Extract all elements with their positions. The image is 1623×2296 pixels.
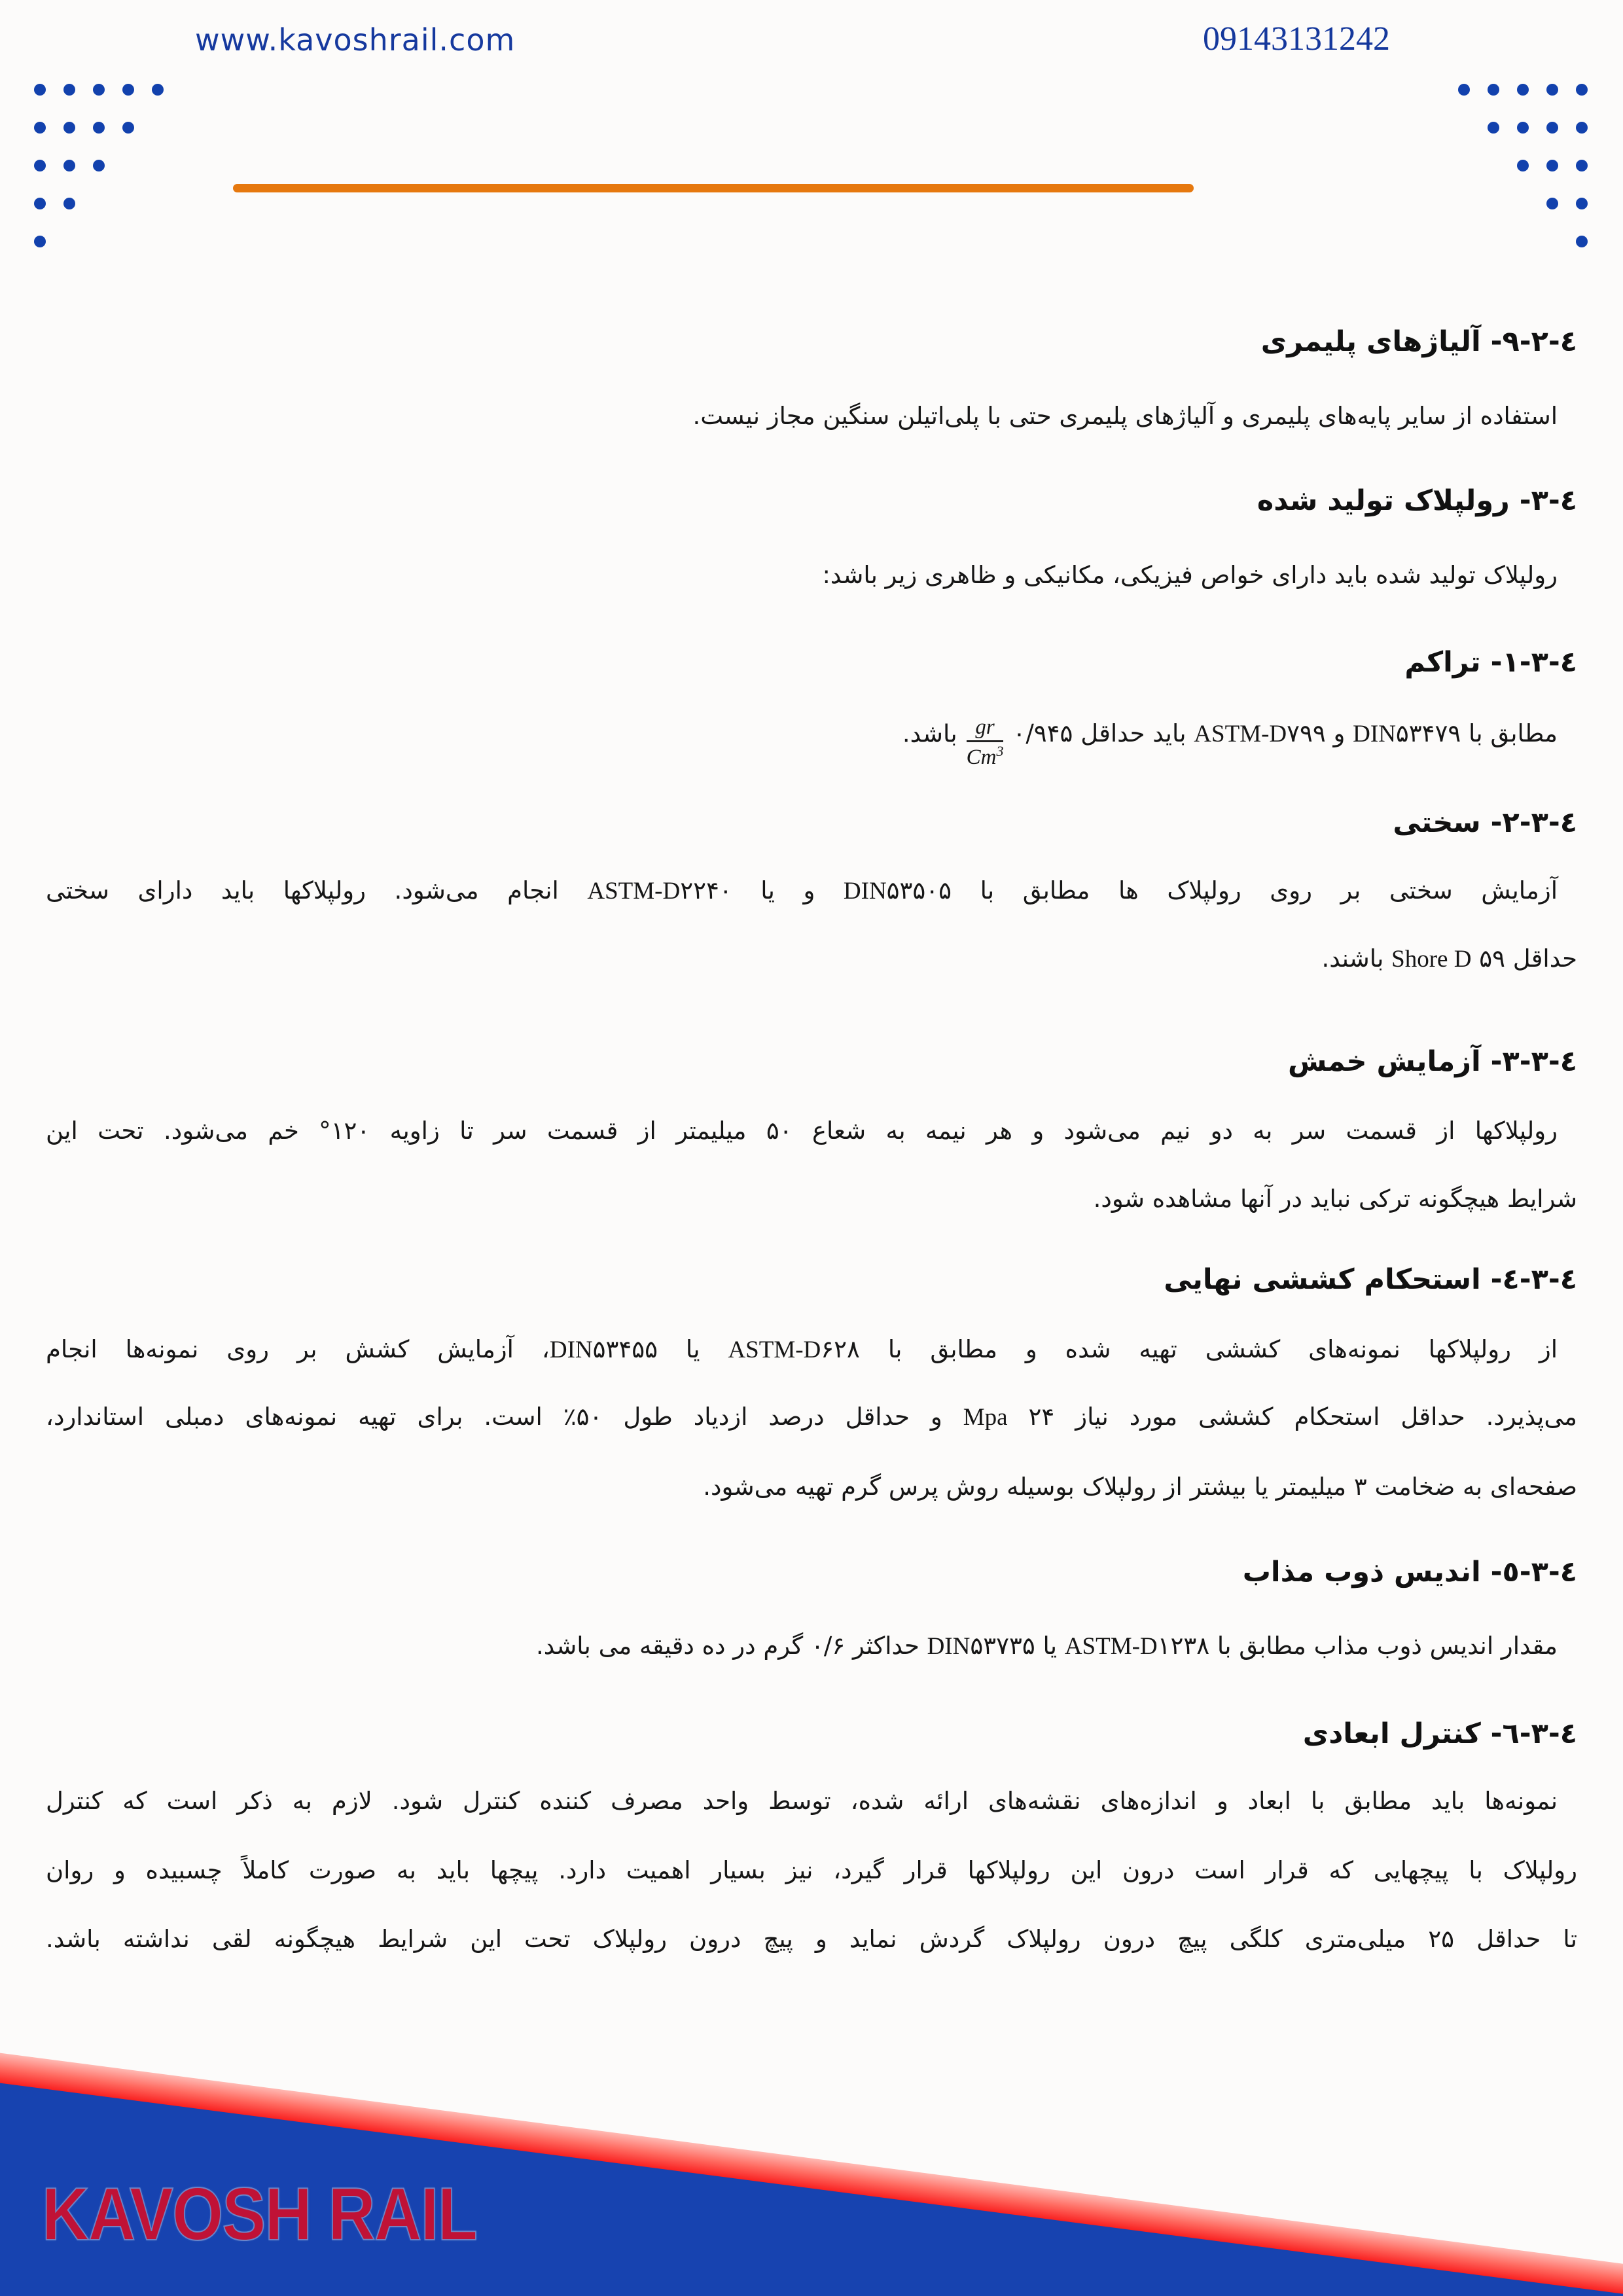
paragraph-line: می‌پذیرد. حداقل استحکام کششی مورد نیاز ۲۴ Mpa و حداقل درصد ازدیاد طول ۵۰٪ است. برای تهیه نمونه‌های دمبلی استاندارد، [46, 1403, 1577, 1431]
section-heading-density: ٤-٣-١- تراکم [1404, 646, 1577, 679]
dot [1517, 160, 1529, 171]
dot [1546, 122, 1558, 134]
dot-row [1458, 198, 1588, 209]
paragraph-line: شرایط هیچگونه ترکی نباید در آنها مشاهده شود. [1093, 1185, 1577, 1213]
dot [1546, 198, 1558, 209]
density-text-before: مطابق با DIN۵۳۴۷۹ و ASTM-D۷۹۹ باید حداقل ۰/۹۴۵ [1012, 719, 1558, 748]
dot-row [1458, 236, 1588, 247]
dot [1546, 84, 1558, 96]
paragraph-line: صفحه‌ای به ضخامت ۳ میلیمتر یا بیشتر از رولپلاک بوسیله روش پرس گرم تهیه می‌شود. [703, 1473, 1577, 1501]
paragraph-line: مقدار اندیس ذوب مذاب مطابق با ASTM-D۱۲۳۸ یا DIN۵۳۷۳۵ حداکثر ۰/۶ گرم در ده دقیقه می باشد. [536, 1632, 1558, 1660]
section-heading-polymer-alloys: ٤-٢-٩- آلیاژهای پلیمری [1260, 325, 1577, 358]
dot-row [34, 198, 164, 209]
dot [34, 84, 46, 96]
paragraph-line: حداقل ۵۹ Shore D باشند. [1321, 944, 1577, 973]
dot [1488, 84, 1499, 96]
dot-row [34, 84, 164, 96]
paragraph-line: رولپلاک تولید شده باید دارای خواص فیزیکی، مکانیکی و ظاهری زیر باشد: [822, 561, 1558, 589]
paragraph-line: رولپلاک با پیچهایی که قرار است درون این رولپلاکها قرار گیرد، نیز بسیار اهمیت دارد. پیچها باید به صورت کاملاً چسبیده و روان [46, 1856, 1577, 1884]
dot [1576, 198, 1588, 209]
dot [1517, 122, 1529, 134]
dot-row [34, 160, 164, 171]
section-heading-produced-wallplug: ٤-٣- رولپلاک تولید شده [1257, 484, 1577, 517]
section-heading-hardness: ٤-٣-٢- سختی [1393, 806, 1577, 839]
dot [34, 160, 46, 171]
dot [93, 84, 105, 96]
dot [1458, 84, 1470, 96]
section-heading-melt-index: ٤-٣-٥- اندیس ذوب مذاب [1242, 1556, 1577, 1588]
dots-pattern-left [34, 84, 164, 274]
dot [1576, 84, 1588, 96]
phone-number: 09143131242 [1203, 20, 1390, 58]
dot [122, 122, 134, 134]
paragraph-line: تا حداقل ۲۵ میلی‌متری کلگی پیچ درون رولپلاک گردش نماید و پیچ درون رولپلاک تحت این شرایط هیچگونه لقی نداشته باشد. [46, 1925, 1578, 1953]
paragraph-line: از رولپلاکها نمونه‌های کششی تهیه شده و مطابق با ASTM-D۶۲۸ یا DIN۵۳۴۵۵، آزمایش کشش بر روی نمونه‌ها انجام [46, 1335, 1558, 1363]
fraction-denominator: Cm$^3$ [966, 743, 1004, 770]
dot [34, 122, 46, 134]
dot-row [34, 122, 164, 134]
density-unit-fraction [967, 715, 1004, 770]
dot [34, 198, 46, 209]
paragraph-line: نمونه‌ها باید مطابق با ابعاد و اندازه‌های نقشه‌های ارائه شده، توسط واحد مصرف کننده کنترل شود. لازم به ذکر است که کنترل [46, 1787, 1558, 1815]
section-heading-bend-test: ٤-٣-٣- آزمایش خمش [1287, 1045, 1577, 1078]
dot-row [1458, 84, 1588, 96]
dot-row [1458, 160, 1588, 171]
paragraph-line: رولپلاکها از قسمت سر به دو نیم می‌شود و هر نیمه به شعاع ۵۰ میلیمتر از قسمت سر تا زاویه ۱۲۰° خم می‌شود. تحت این [46, 1117, 1558, 1145]
dot [63, 84, 75, 96]
dot [1576, 160, 1588, 171]
dot [93, 122, 105, 134]
fraction-numerator: gr [967, 715, 1004, 742]
orange-divider-line [233, 184, 1194, 192]
dot [63, 122, 75, 134]
dot [1576, 122, 1588, 134]
dot-row [1458, 122, 1588, 134]
dot [63, 160, 75, 171]
dot [152, 84, 164, 96]
dot [1517, 84, 1529, 96]
paragraph-line-density [46, 715, 1577, 770]
density-text-after: باشد. [902, 719, 957, 748]
dot [93, 160, 105, 171]
website-url: www.kavoshrail.com [195, 22, 516, 58]
dot-row [34, 236, 164, 247]
section-heading-tensile-strength: ٤-٣-٤- استحکام کششی نهایی [1164, 1263, 1577, 1296]
paragraph-line: آزمایش سختی بر روی رولپلاک ها مطابق با DIN۵۳۵۰۵ و یا ASTM-D۲۲۴۰ انجام می‌شود. رولپلاکها باید دارای سختی [46, 876, 1558, 905]
dot [1546, 160, 1558, 171]
dot [1576, 236, 1588, 247]
dot [63, 198, 75, 209]
dots-pattern-right [1458, 84, 1588, 274]
dot [34, 236, 46, 247]
paragraph-line: استفاده از سایر پایه‌های پلیمری و آلیاژهای پلیمری حتی با پلی‌اتیلن سنگین مجاز نیست. [692, 402, 1558, 430]
brand-wordmark: KAVOSH RAIL [42, 2173, 477, 2256]
dot [122, 84, 134, 96]
dot [1488, 122, 1499, 134]
section-heading-dimensional-control: ٤-٣-٦- کنترل ابعادی [1302, 1717, 1577, 1750]
